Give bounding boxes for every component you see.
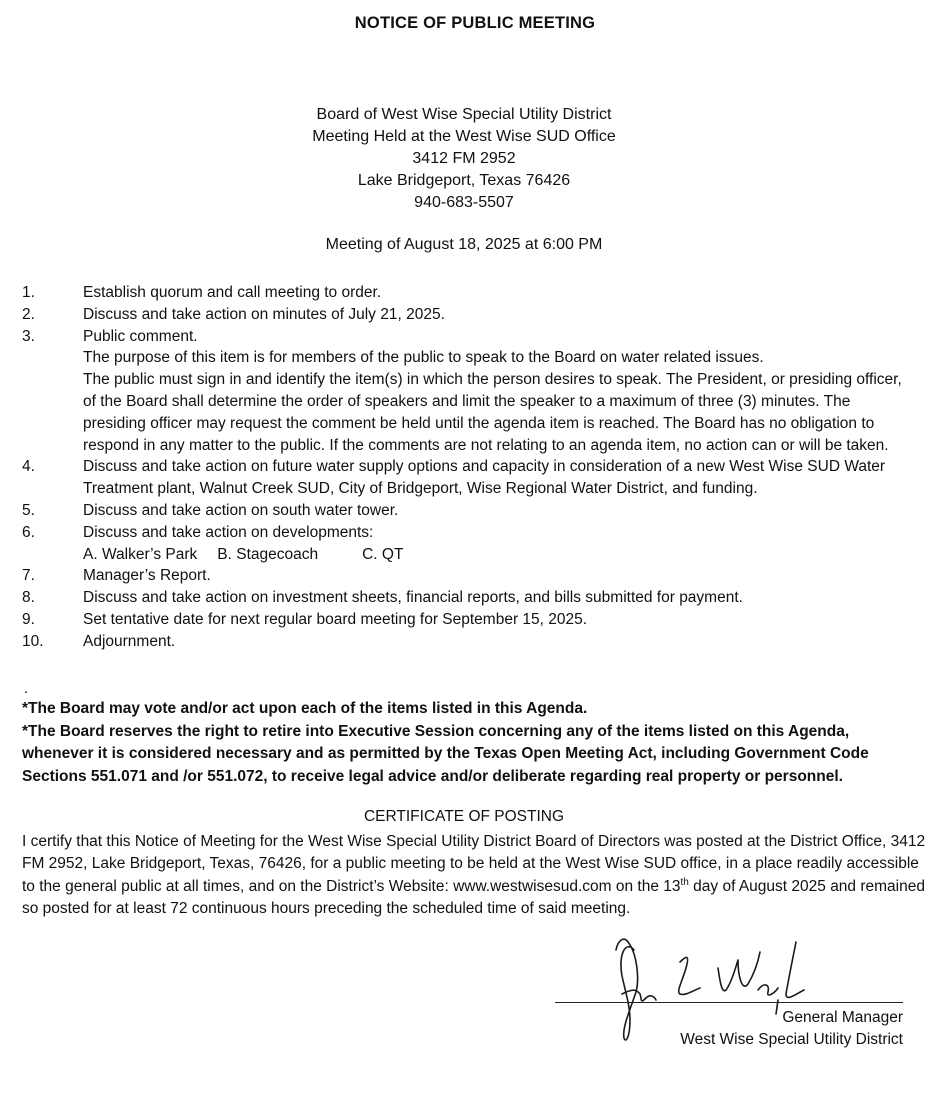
vote-note: *The Board may vote and/or act upon each of the items listed in this Agenda. xyxy=(22,700,588,717)
certificate-ordinal-suffix: th xyxy=(680,876,689,888)
development-qt: C. QT xyxy=(362,545,404,563)
signatory-title: General Manager xyxy=(782,1009,903,1026)
agenda-list xyxy=(22,282,917,653)
development-stagecoach: B. Stagecoach xyxy=(217,545,319,563)
agenda-item xyxy=(22,326,917,457)
agenda-item xyxy=(22,609,917,631)
agenda-item-number: 10. xyxy=(22,632,44,650)
development-list xyxy=(83,544,917,566)
city-state-zip: Lake Bridgeport, Texas 76426 xyxy=(357,172,571,189)
certificate-title: CERTIFICATE OF POSTING xyxy=(363,808,565,825)
board-notes xyxy=(22,698,922,788)
certificate-body xyxy=(22,831,927,920)
public-comment-purpose: The purpose of this item is for members of the public to speak to the Board on water related issues. xyxy=(83,349,764,367)
agenda-item-text: Establish quorum and call meeting to order. xyxy=(83,284,382,301)
board-name: Board of West Wise Special Utility District xyxy=(316,106,612,123)
agenda-item xyxy=(22,500,917,522)
page-title: NOTICE OF PUBLIC MEETING xyxy=(354,14,596,32)
agenda-item-number: 6. xyxy=(22,523,35,541)
agenda-item-text: Public comment. xyxy=(83,327,198,345)
signature-line xyxy=(555,1002,903,1003)
agenda-item-text: Adjournment. xyxy=(83,632,176,650)
agenda-item xyxy=(22,631,917,653)
agenda-item xyxy=(22,282,917,304)
agenda-item-text: Discuss and take action on south water tower. xyxy=(83,501,399,519)
agenda-item-text: Discuss and take action on minutes of July 21, 2025. xyxy=(83,305,445,323)
development-walkers-park: A. Walker’s Park xyxy=(83,545,198,563)
agenda-item-text: Discuss and take action on developments: xyxy=(83,523,374,541)
certificate-text-part1: I certify that this Notice of Meeting for the West Wise Special Utility District Board of Directors was posted at the District Office, 3412 FM 2952, Lake Bridgeport, Texas, 76426, for a public meeting to be held at the West Wise SUD office, in a place readily accessible to the general public at all times, and on the District’s Website: www.westwisesud.com on the 13 xyxy=(22,833,926,895)
agenda-item-text: Discuss and take action on investment sheets, financial reports, and bills submitted for payment. xyxy=(83,589,743,607)
stray-dot: . xyxy=(24,680,29,697)
agenda-item-text: Manager’s Report. xyxy=(83,567,211,585)
agenda-item xyxy=(22,456,917,500)
agenda-item-number: 4. xyxy=(22,458,35,476)
agenda-item-number: 8. xyxy=(22,589,35,607)
agenda-item-text: Set tentative date for next regular board meeting for September 15, 2025. xyxy=(83,610,588,628)
agenda-item xyxy=(22,565,917,587)
meeting-date: Meeting of August 18, 2025 at 6:00 PM xyxy=(325,236,603,253)
certificate-text-part2: day of August 2025 and remained so posted for at least 72 continuous hours preceding the scheduled time of said meeting. xyxy=(22,877,925,917)
agenda-item-number: 7. xyxy=(22,567,35,585)
phone-number: 940-683-5507 xyxy=(414,194,514,211)
agenda-item-number: 5. xyxy=(22,501,35,519)
street-address: 3412 FM 2952 xyxy=(412,150,516,167)
meeting-location: Meeting Held at the West Wise SUD Office xyxy=(312,128,616,145)
agenda-item xyxy=(22,304,917,326)
agenda-item xyxy=(22,522,917,566)
executive-session-note: *The Board reserves the right to retire into Executive Session concerning any of the items listed on this Agenda, whenever it is considered necessary and as permitted by the Texas Open Meeting Act, including Government Code Sections 551.071 and /or 551.072, to receive legal advice and/or deliberate regarding real property or personnel. xyxy=(22,722,869,785)
agenda-item-number: 9. xyxy=(22,610,35,628)
agenda-item xyxy=(22,587,917,609)
agenda-item-number: 3. xyxy=(22,327,35,345)
public-comment-rules: The public must sign in and identify the item(s) in which the person desires to speak. The President, or presiding officer, of the Board shall determine the order of speakers and limit the speaker to a maximum of three (3) minutes. The presiding officer may request the comment be held until the agenda item is reached. The Board has no obligation to respond in any matter to the public. If the comments are not relating to an agenda item, no action can or will be taken. xyxy=(83,371,902,454)
agenda-item-number: 2. xyxy=(22,305,35,323)
meeting-header xyxy=(0,104,928,214)
signatory-organization: West Wise Special Utility District xyxy=(680,1031,903,1048)
agenda-item-number: 1. xyxy=(22,284,35,301)
signatory-block xyxy=(660,1007,903,1051)
agenda-item-text: Discuss and take action on future water supply options and capacity in consideration of a new West Wise SUD Water Treatment plant, Walnut Creek SUD, City of Bridgeport, Wise Regional Water District, and funding. xyxy=(83,458,886,498)
